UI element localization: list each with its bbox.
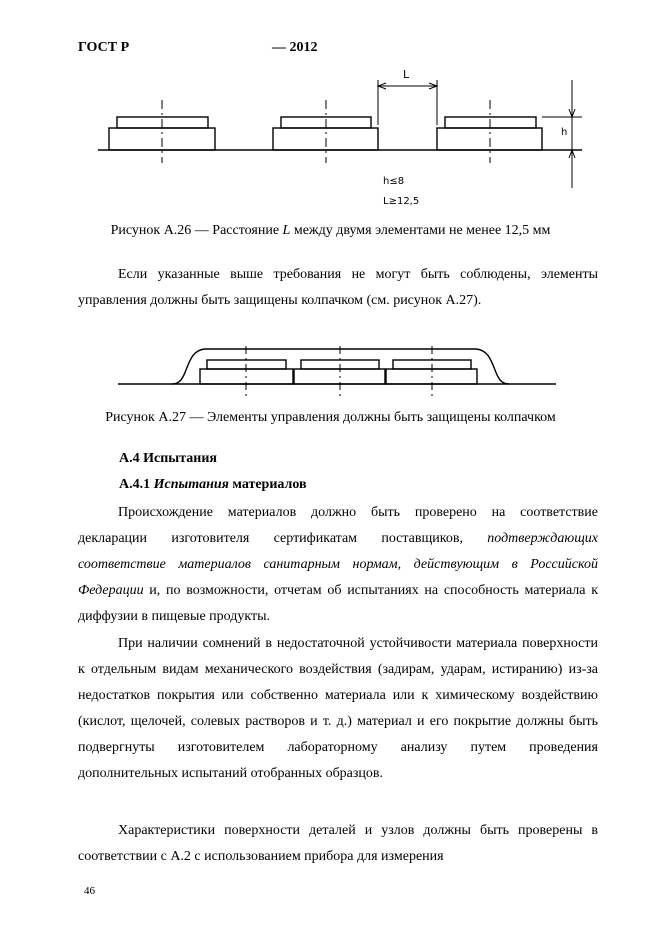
condition-l: L≥12,5 [383, 196, 420, 207]
heading-a41-italic: Испытания [153, 477, 229, 492]
paragraph-surface-resistance [78, 631, 598, 787]
caption-a26-variable: L [282, 223, 291, 238]
dimension-label-h: h [561, 127, 568, 138]
condition-h: h≤8 [383, 176, 405, 187]
paragraph-surface-resistance-text: При наличии сомнений в недостаточной устойчивости материала поверхности к отдельным видам механического воздействия (задирам, ударам, истиранию) из-за недостатков покрытия или собственно материала или к химическому воздействию (кислот, щелочей, солевых растворов и т. д.) материал и его покрытие должны быть подвергнуты изготовителем лабораторному анализу путем проведения дополнительных испытаний отобранных образцов. [78, 636, 598, 781]
heading-a41-rest: материалов [228, 477, 307, 492]
figure-a27-caption: Рисунок А.27 — Элементы управления должны быть защищены колпачком [105, 410, 556, 425]
section-heading-a4: А.4 Испытания [119, 451, 217, 466]
paragraph-requirements-text: Если указанные выше требования не могут быть соблюдены, элементы управления должны быть защищены колпачком (см. рисунок А.27). [78, 267, 598, 308]
caption-a26-suffix: между двумя элементами не менее 12,5 мм [290, 223, 551, 238]
paragraph-materials-text-b: и, по возможности, отчетам об испытаниях на способность материала к диффузии в пищевые продукты. [78, 583, 598, 624]
paragraph-surface-characteristics [78, 818, 598, 870]
paragraph-materials-text-a: Происхождение материалов должно быть проверено на соответствие декларации изготовителя сертификатам поставщиков, [78, 505, 598, 546]
paragraph-materials-origin [78, 500, 598, 630]
figure-a27-drawing [0, 0, 661, 400]
paragraph-materials-italic: подтверждающих соответствие материалов санитарным нормам, действующим в Российской Федерации [78, 531, 598, 598]
header-standard-code: ГОСТ Р [78, 40, 130, 55]
section-heading-a41 [119, 477, 307, 493]
header-year: — 2012 [272, 40, 318, 55]
dimension-label-l: L [403, 68, 410, 81]
caption-a26-prefix: Рисунок А.26 — Расстояние [110, 223, 283, 238]
page-number: 46 [84, 885, 95, 897]
paragraph-surface-characteristics-text: Характеристики поверхности деталей и узлов должны быть проверены в соответствии с А.2 с использованием прибора для измерения [78, 823, 598, 864]
heading-a41-number: А.4.1 [119, 477, 154, 492]
